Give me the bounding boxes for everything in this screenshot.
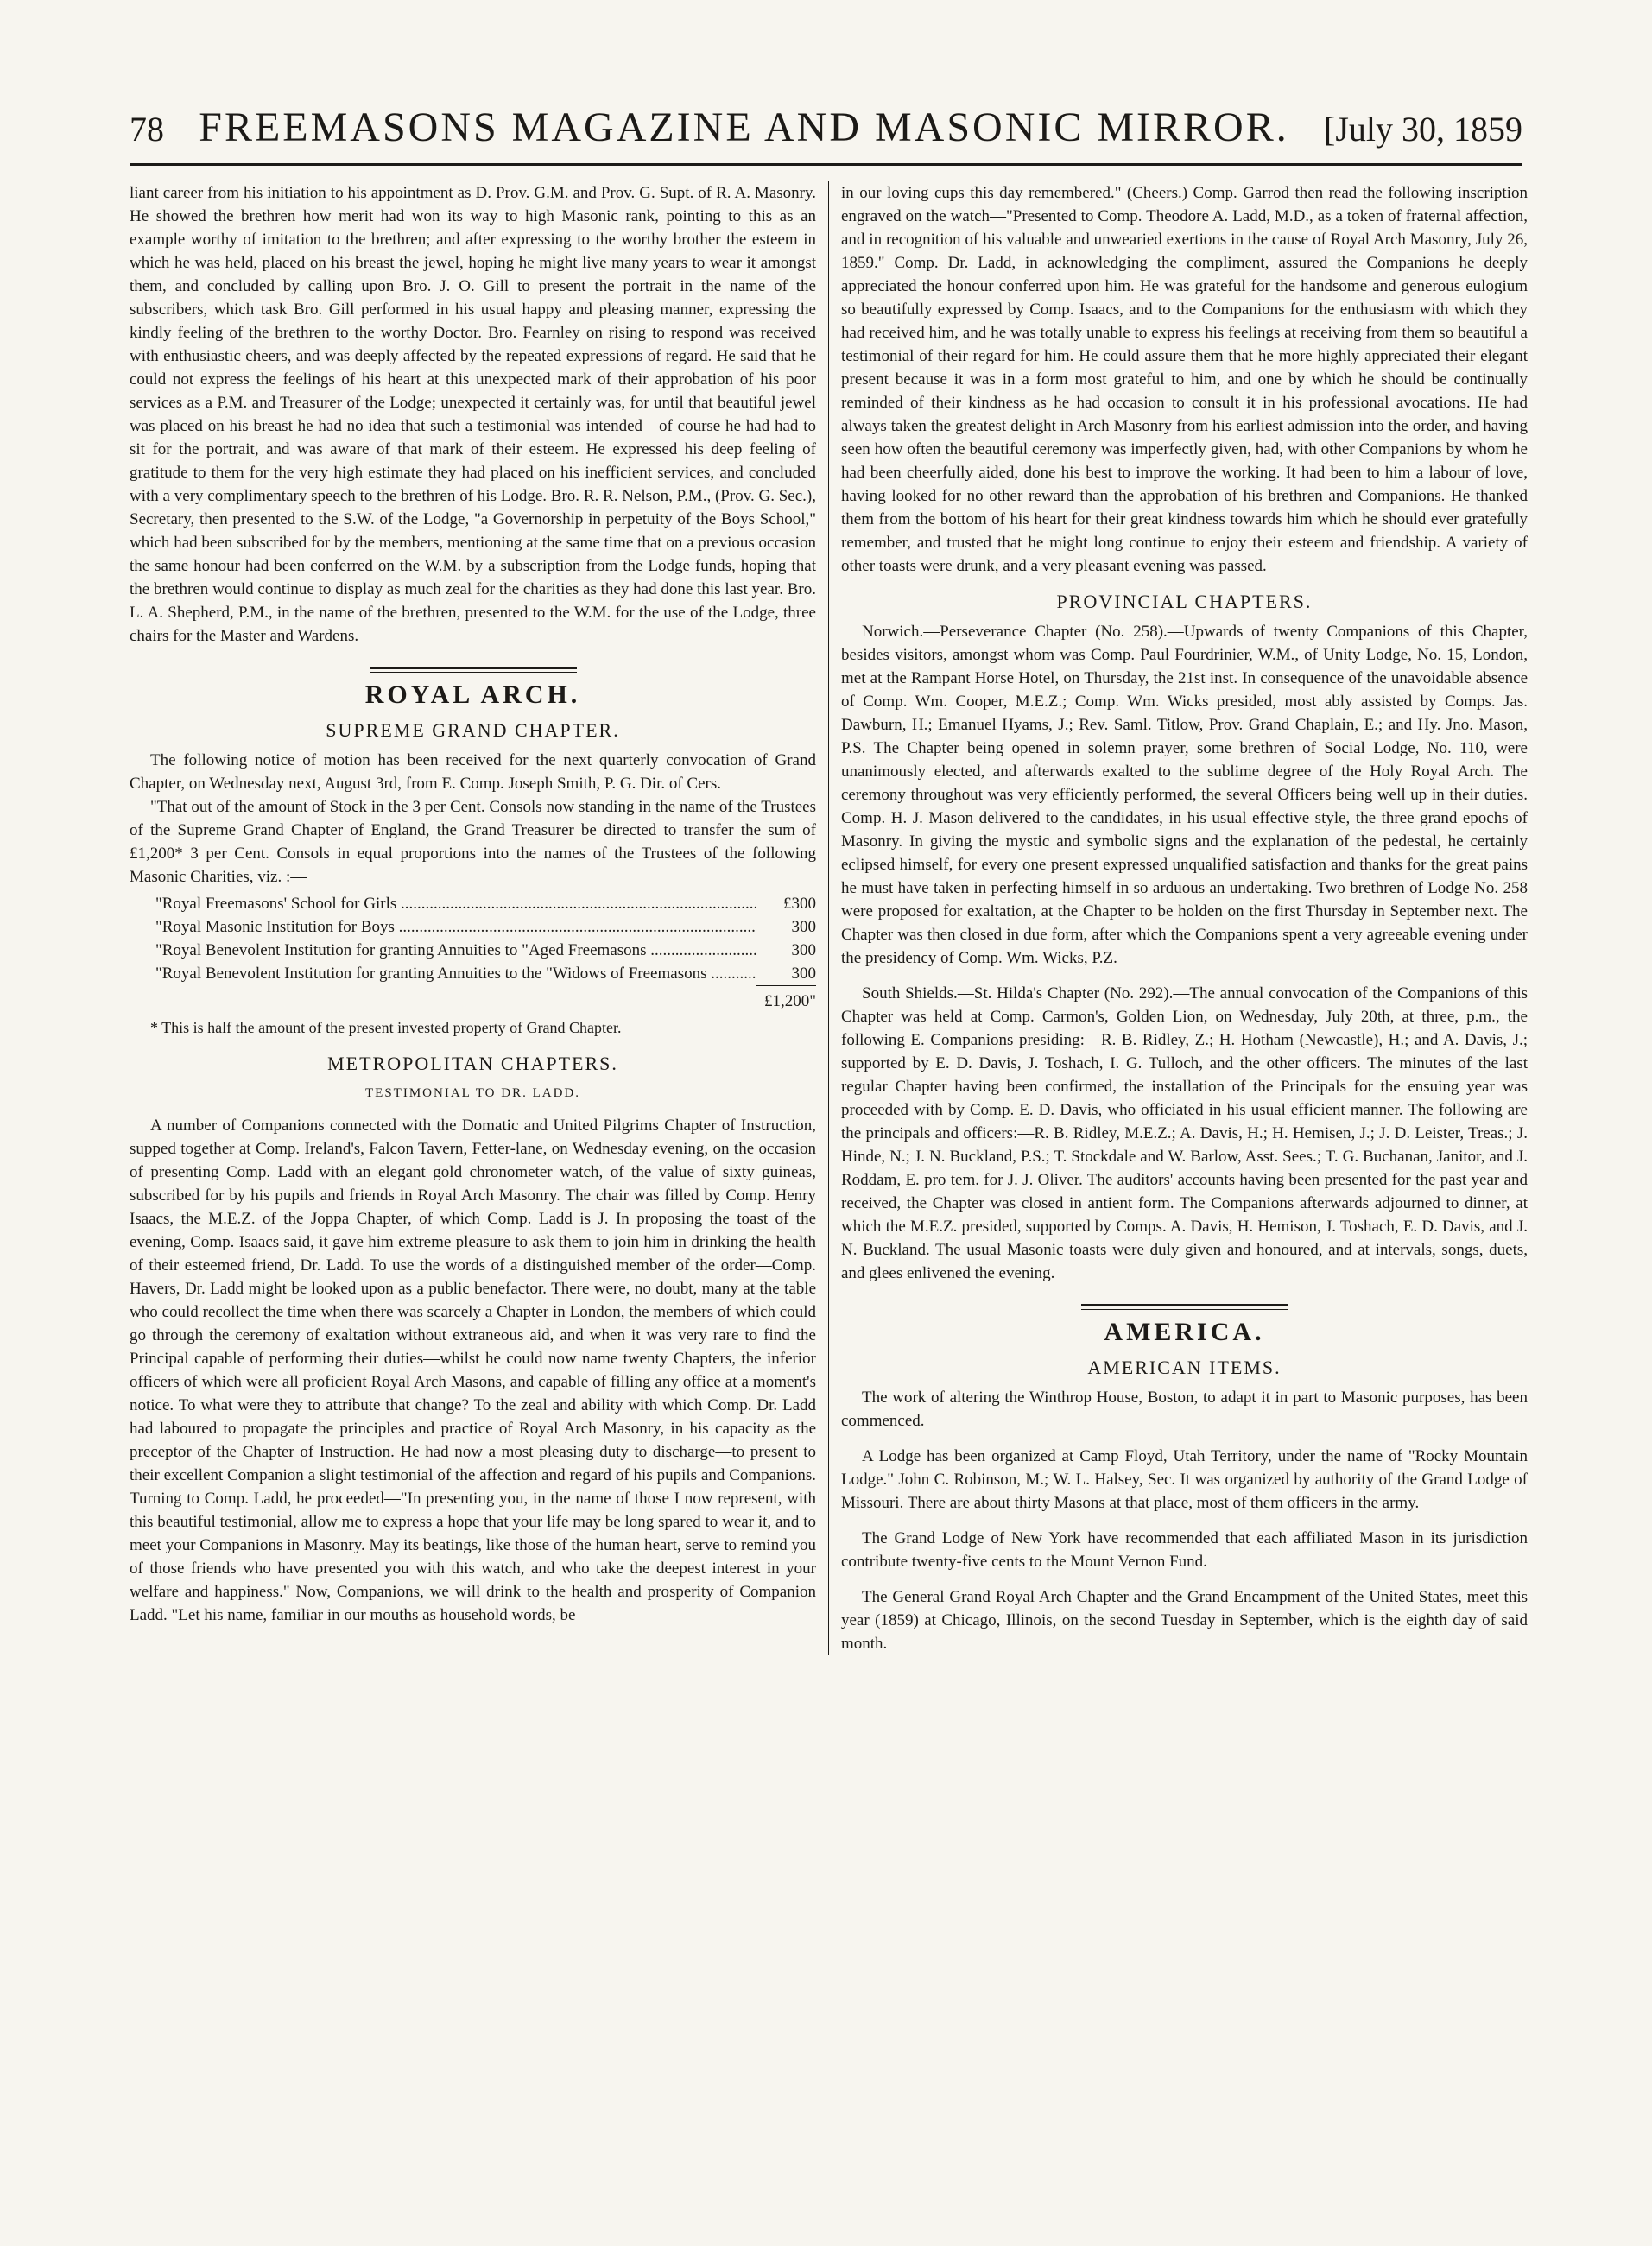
- left-column: [130, 181, 829, 1655]
- provincial-chapters-heading: PROVINCIAL CHAPTERS.: [1056, 591, 1313, 612]
- motion-text: "That out of the amount of Stock in the 3 per Cent. Consols now standing in the name of the Trustees of the Supreme Grand Chapter of England, the Grand Treasurer be directed to transfer the sum of £1,200* 3 per Cent. Consols in equal proportions into the names of the Trustees of the following Masonic Charities, viz. :—: [130, 798, 816, 886]
- section-rule: [1081, 1304, 1288, 1310]
- columns: [130, 181, 1528, 1655]
- charities-total: £1,200": [763, 992, 816, 1010]
- charity-item: [155, 915, 816, 939]
- charity-name: "Royal Benevolent Institution for granting Annuities to "Aged Freemasons .....: [155, 939, 756, 962]
- charity-amount: £300: [783, 895, 816, 913]
- charity-name: "Royal Benevolent Institution for granting Annuities to the "Widows of Freemasons .....: [155, 962, 756, 985]
- magazine-title: FREEMASONS MAGAZINE AND MASONIC MIRROR.: [199, 104, 1289, 150]
- testimonial-continuation: in our loving cups this day remembered." (Cheers.) Comp. Garrod then read the following inscription engraved on the watch—"Presented to Comp. Theodore A. Ladd, M.D., as a token of fraternal affection, and in recognition of his valuable and unwearied exertions in the cause of Royal Arch Masonry, July 26, 1859." Comp. Dr. Ladd, in acknowledging the compliment, assured the Companions he deeply appreciated the honour conferred upon him. He was grateful for the handsome and generous eulogium so beautifully expressed by Comp. Isaacs, and to the Companions for the enthusiasm with which they had received him, and he was totally unable to express his feelings at receiving from them so beautiful a testimonial of their regard for him. He could assure them that he more highly appreciated their elegant present because it was in a form most grateful to him, and one by which he should be continually reminded of their kindness as he had occasion to consult it in his professional avocations. He had always taken the greatest delight in Arch Masonry from his earliest admission into the order, and having seen how often the beautiful ceremony was imperfectly given, had, with other Companions by whom he had been cheerfully aided, done his best to improve the working. It had been to him a labour of love, having looked for no other reward than the approbation of his brethren and Companions. He thanked them from the bottom of his heart for their great kindness towards him which he should ever gratefully remember, and trusted that he might long continue to enjoy their esteem and friendship. A variety of other toasts were drunk, and a very pleasant evening was passed.: [841, 184, 1528, 575]
- american-item: A Lodge has been organized at Camp Floyd, Utah Territory, under the name of "Rocky Mountain Lodge." John C. Robinson, M.; W. L. Halsey, Sec. It was organized by authority of the Grand Lodge of Missouri. There are about thirty Masons at that place, most of them officers in the army.: [841, 1447, 1528, 1512]
- metropolitan-chapters-heading: METROPOLITAN CHAPTERS.: [327, 1053, 618, 1074]
- charity-item: [155, 892, 816, 915]
- charity-amount: 300: [791, 941, 816, 959]
- right-column: [829, 181, 1528, 1655]
- american-item: The work of altering the Winthrop House, Boston, to adapt it in part to Masonic purposes, has been commenced.: [841, 1389, 1528, 1430]
- page-number: 78: [130, 110, 164, 149]
- america-heading: AMERICA.: [1104, 1318, 1265, 1346]
- masthead: [130, 104, 1522, 151]
- testimonial-subheading: TESTIMONIAL TO DR. LADD.: [365, 1086, 580, 1100]
- american-item: The General Grand Royal Arch Chapter and the Grand Encampment of the United States, meet this year (1859) at Chicago, Illinois, on the second Tuesday in September, which is the eighth day of said month.: [841, 1588, 1528, 1653]
- supreme-grand-chapter-heading: SUPREME GRAND CHAPTER.: [326, 719, 620, 741]
- issue-date: [July 30, 1859: [1324, 110, 1522, 149]
- charities-list: [155, 892, 816, 1013]
- total-rule: [756, 985, 816, 986]
- american-item: The Grand Lodge of New York have recommended that each affiliated Mason in its jurisdiction contribute twenty-five cents to the Mount Vernon Fund.: [841, 1529, 1528, 1571]
- footnote: * This is half the amount of the present invested property of Grand Chapter.: [150, 1019, 622, 1036]
- charity-amount: 300: [791, 918, 816, 936]
- charity-item: [155, 962, 816, 985]
- charity-amount: 300: [791, 965, 816, 983]
- article-continuation: liant career from his initiation to his appointment as D. Prov. G.M. and Prov. G. Supt. of R. A. Masonry. He showed the brethren how merit had won its way to high Masonic rank, pointing to this as an example worthy of imitation to the brethren; and after expressing to the worthy brother the esteem in which he was held, placed on his breast the jewel, hoping he might live many years to wear it amongst them, and concluded by calling upon Bro. J. O. Gill to present the portrait in the name of the subscribers, which task Bro. Gill performed in his usual happy and pleasing manner, expressing the kindly feeling of the brethren to the worthy Doctor. Bro. Fearnley on rising to respond was received with enthusiastic cheers, and was deeply affected by the repeated expressions of regard. He said that he could not express the feelings of his heart at this unexpected mark of their approbation of his poor services as a P.M. and Treasurer of the Lodge; unexpected it certainly was, for until that beautiful jewel was placed on his breast he had no idea that such a testimonial was intended—of course he had had to sit for the portrait, and was aware of that mark of their esteem. He expressed his deep feeling of gratitude to them for the very high estimate they had placed on his inefficient services, and concluded with a very complimentary speech to the brethren of his Lodge. Bro. R. R. Nelson, P.M., (Prov. G. Sec.), Secretary, then presented to the S.W. of the Lodge, "a Governorship in perpetuity of the Boys School," which had been subscribed for by the members, mentioning at the same time that on a previous occasion the same honour had been conferred on the W.M. by a subscription from the Lodge funds, hoping that the brethren would continue to display as much zeal for the charities as they had done this last year. Bro. L. A. Shepherd, P.M., in the name of the brethren, presented to the W.M. for the use of the Lodge, three chairs for the Master and Wardens.: [130, 184, 816, 645]
- royal-arch-heading: ROYAL ARCH.: [364, 680, 581, 709]
- charity-item: [155, 939, 816, 962]
- south-shields-report: South Shields.—St. Hilda's Chapter (No. 292).—The annual convocation of the Companions of this Chapter was held at Comp. Carmon's, Golden Lion, on Wednesday, July 20th, at three, p.m., the following E. Companions presiding:—R. B. Ridley, Z.; H. Hotham (Newcastle), H.; and A. Davis, J.; supported by E. D. Davis, J. Toshach, I. G. Tulloch, and the other officers. The minutes of the last regular Chapter having been confirmed, the installation of the Principals for the ensuing year was proceeded with by Comp. E. D. Davis, who officiated in his usual efficient manner. The following are the principals and officers:—R. B. Ridley, M.E.Z.; A. Davis, H.; H. Hemisen, J.; J. D. Leister, Treas.; J. Hinde, N.; J. N. Buckland, P.S.; T. Stockdale and W. Barlow, Asst. Sees.; T. G. Buchanan, Janitor, and J. Roddam, E. pro tem. for J. J. Oliver. The auditors' accounts having been presented for the past year and received, the Chapter was closed in antient form. The Companions afterwards adjourned to dinner, at which the M.E.Z. presided, supported by Comps. A. Davis, H. Hemison, J. Toshach, E. D. Davis, and J. N. Buckland. The usual Masonic toasts were duly given and honoured, and at intervals, songs, duets, and glees enlivened the evening.: [841, 984, 1528, 1282]
- american-items-heading: AMERICAN ITEMS.: [1087, 1357, 1282, 1378]
- testimonial-article: A number of Companions connected with the Domatic and United Pilgrims Chapter of Instruction, supped together at Comp. Ireland's, Falcon Tavern, Fetter-lane, on Wednesday evening, on the occasion of presenting Comp. Ladd with an elegant gold chronometer watch, of the value of sixty guineas, subscribed for by his pupils and friends in Royal Arch Masonry. The chair was filled by Comp. Henry Isaacs, the M.E.Z. of the Joppa Chapter, of which Comp. Ladd is J. In proposing the toast of the evening, Comp. Isaacs said, it gave him extreme pleasure to ask them to join him in drinking the health of their esteemed friend, Dr. Ladd. To use the words of a distinguished member of the order—Comp. Havers, Dr. Ladd might be looked upon as a public benefactor. There were, no doubt, many at the table who could recollect the time when there was scarcely a Chapter in London, the members of which could go through the ceremony of exaltation without extraneous aid, and when it was very rare to find the Principal capable of performing their duties—whilst he could now name twenty Chapters, the inferior officers of which were all proficient Royal Arch Masons, and capable of filling any office at a moment's notice. To what were they to attribute that change? To the zeal and ability with which Comp. Dr. Ladd had laboured to propagate the principles and practice of Royal Arch Masonry, in his capacity as the preceptor of the Chapter of Instruction. He had now a most pleasing duty to discharge—to present to their excellent Companion a slight testimonial of the affection and regard of his pupils and Companions. Turning to Comp. Ladd, he proceeded—"In presenting you, in the name of those I now represent, with this beautiful testimonial, allow me to express a hope that your life may be long spared to wear it, and to meet your Companions in Masonry. May its beatings, like those of the human heart, serve to remind you of those friends who have presented you with this watch, and who take the deepest interest in your welfare and happiness." Now, Companions, we will drink to the health and prosperity of Companion Ladd. "Let his name, familiar in our mouths as household words, be: [130, 1117, 816, 1624]
- section-rule: [370, 667, 577, 673]
- norwich-report: Norwich.—Perseverance Chapter (No. 258).—Upwards of twenty Companions of this Chapter, besides visitors, amongst whom was Comp. Paul Fourdrinier, W.M., of Unity Lodge, No. 15, London, met at the Rampant Horse Hotel, on Thursday, the 21st inst. In consequence of the unavoidable absence of Comp. Wm. Cooper, M.E.Z.; Comp. Wm. Wicks presided, most ably assisted by Comps. Jas. Dawburn, H.; Emanuel Hyams, J.; Rev. Saml. Titlow, Prov. Grand Chaplain, E.; and Hy. Jno. Mason, P.S. The Chapter being opened in solemn prayer, some brethren of Social Lodge, No. 110, were unanimously elected, and afterwards exalted to the sublime degree of the Holy Royal Arch. The ceremony throughout was very efficiently performed, the several Officers being well up in their duties. Comp. H. J. Mason delivered to the candidates, in his usual effective style, the three grand epochs of Masonry. In giving the mystic and symbolic signs and the explanation of the pedestal, he certainly eclipsed himself, for every one present expressed unqualified satisfaction and thanks for the great pains he must have taken in perfecting himself in so arduous an undertaking. Two brethren of Lodge No. 258 were proposed for exaltation, at the Chapter to be holden on the first Thursday in September next. The Chapter was then closed in due form, after which the Companions spent a very agreeable evening under the presidency of Comp. Wm. Wicks, P.Z.: [841, 623, 1528, 967]
- notice-of-motion: The following notice of motion has been received for the next quarterly convocation of Grand Chapter, on Wednesday next, August 3rd, from E. Comp. Joseph Smith, P. G. Dir. of Cers.: [130, 751, 816, 793]
- charity-name: "Royal Masonic Institution for Boys .....: [155, 915, 756, 939]
- charity-name: "Royal Freemasons' School for Girls .....: [155, 892, 756, 915]
- masthead-rule: [130, 163, 1522, 166]
